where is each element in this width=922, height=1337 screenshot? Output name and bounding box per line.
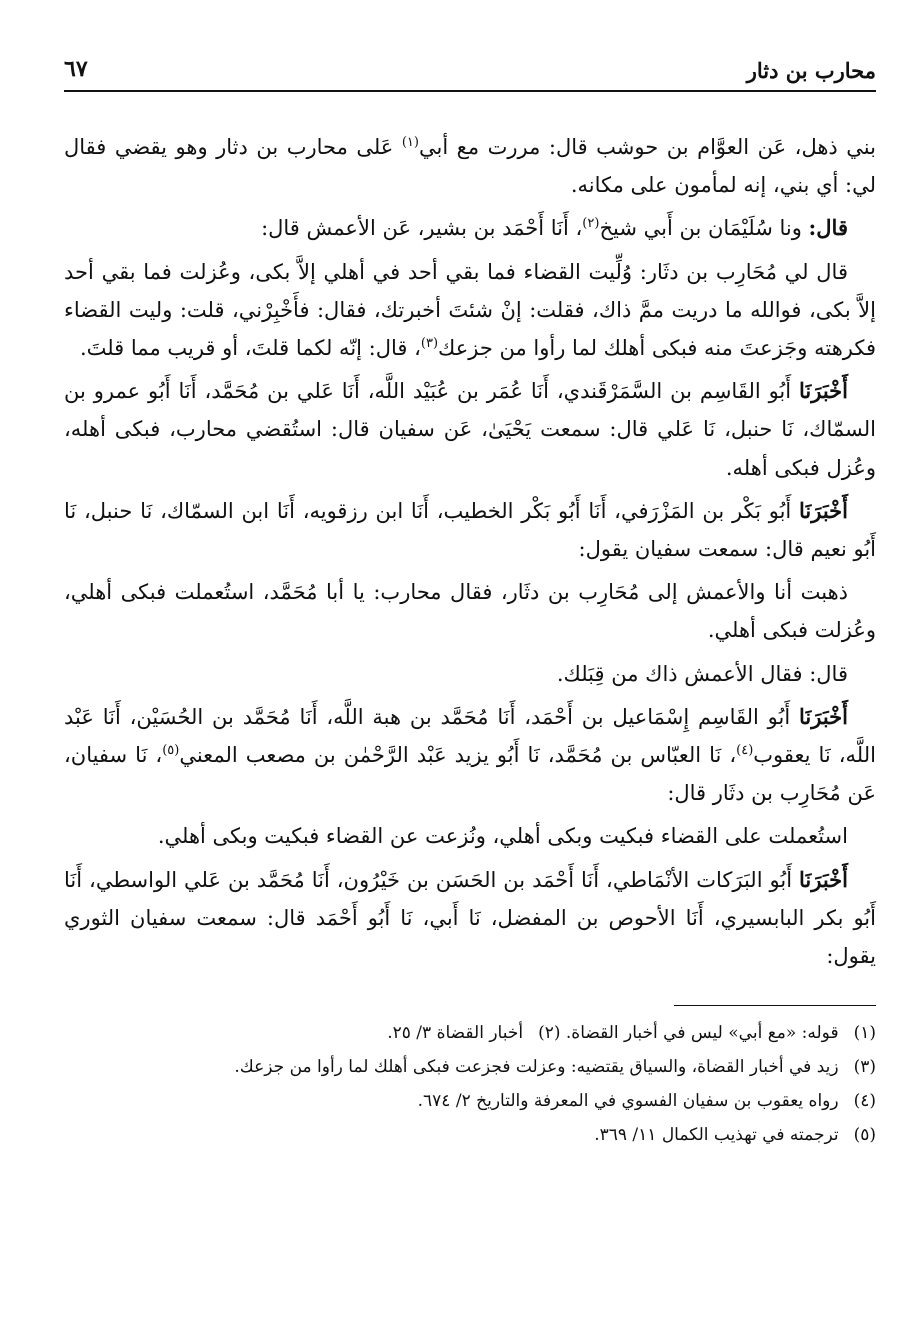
paragraph-text: استُعملت على القضاء فبكيت وبكى أهلي، ونُزعت عن القضاء فبكيت وبكى أهلي.	[157, 824, 848, 849]
book-page	[64, 48, 876, 1288]
paragraph-lead: أَخْبَرَنَا	[799, 497, 848, 523]
footnote-text: أخبار القضاة ٣/ ٢٥.	[387, 1023, 524, 1044]
paragraph-text: عَلى محارب بن دثار وهو يقضي فقال لي: أي بني، إنه لمأمون على مكانه.	[64, 135, 876, 198]
paragraph-lead: قال:	[808, 215, 848, 241]
paragraph	[64, 209, 876, 247]
paragraph	[64, 128, 876, 204]
footnote-item	[387, 1016, 560, 1050]
paragraph-text: ، نَا العبّاس بن مُحَمَّد، نَا أَبُو يزيد عَبْد الرَّحْمٰن بن مصعب المعني	[179, 743, 737, 768]
paragraph-text: أَبُو القَاسِم إِسْمَاعيل بن أَحْمَد، أَنَا مُحَمَّد بن هبة اللَّه، أَنَا مُحَمَّد بن الحُسَيْن، أَنَا عَبْد اللَّه، نَا يعقوب	[64, 704, 876, 768]
paragraph	[64, 861, 876, 976]
footnote-item	[64, 1118, 876, 1152]
footnote-row	[64, 1016, 876, 1050]
main-text	[64, 128, 876, 975]
footnote-number: (٢)	[538, 1023, 561, 1044]
paragraph-lead: أَخْبَرَنَا	[799, 866, 848, 892]
paragraph	[64, 372, 876, 487]
footnote-number: (٤)	[853, 1091, 876, 1112]
paragraph	[64, 655, 876, 693]
paragraph-text: بني ذهل، عَن العوَّام بن حوشب قال: مررت مع أبي	[418, 135, 876, 159]
page-header	[64, 48, 876, 92]
footnote-marker: (٤)	[736, 743, 754, 759]
footnote-number: (٥)	[853, 1125, 876, 1146]
footnote-number: (٣)	[853, 1057, 876, 1078]
footnote-marker: (٢)	[582, 216, 600, 232]
paragraph-text: ذهبت أنا والأعمش إلى مُحَارِب بن دثَار، فقال محارب: يا أبا مُحَمَّد، استُعملت فبكى أهلي، وعُزلت فبكى أهلي.	[64, 580, 876, 643]
paragraph	[64, 573, 876, 649]
footnote-text: ترجمته في تهذيب الكمال ١١/ ٣٦٩.	[594, 1125, 839, 1146]
paragraph-lead: أَخْبَرَنَا	[799, 378, 848, 404]
footnote-marker: (٥)	[162, 743, 180, 759]
paragraph-text: أَبُو بَكْر بن المَزْرَفي، أَنَا أَبُو بَكْر الخطيب، أَنَا ابن رزقويه، أَنَا ابن السمّاك، نَا حنبل، نَا أَبُو نعيم قال: سمعت سفيان يقول:	[64, 498, 876, 562]
paragraph-text: قال لي مُحَارِب بن دثَار: وُلِّيت القضاء فما بقي أحد في أهلي إلاَّ بكى، وعُزلت فما بقي أحد إلاَّ بكى، فوالله ما دريت ممَّ ذاك، فقلت: إنْ شئتَ أخبرتك، فقال: فأَخْبِرْني، قلت: وليت القضاء فكرهته وجَزعتَ منه فبكى أهلك لما رأوا من جزعك	[64, 259, 876, 361]
paragraph	[64, 253, 876, 368]
header-rule	[64, 90, 876, 92]
footnote-number: (١)	[853, 1023, 876, 1044]
paragraph-text: ونا سُلَيْمَان بن أَبي شيخ	[599, 216, 809, 241]
paragraph-text: قال: فقال الأعمش ذاك من قِبَلك.	[556, 661, 848, 686]
paragraph-text: أَبُو البَرَكات الأنْمَاطي، أَنَا أَحْمَد بن الحَسَن بن خَيْرُون، أَنَا مُحَمَّد بن عَلي الواسطي، أَنَا أَبُو بكر البابسيري، أَنَا الأحوص بن المفضل، نَا أَبي، نَا أَبُو أَحْمَد قال: سمعت سفيان الثوري يقول:	[64, 867, 876, 969]
footnote-item	[560, 1023, 876, 1043]
paragraph	[64, 817, 876, 855]
footnote-item	[64, 1084, 876, 1118]
running-title: محارب بن دثار	[746, 58, 876, 83]
paragraph	[64, 698, 876, 813]
paragraph-text: أَبُو القَاسِم بن السَّمَرْقَندي، أَنَا عُمَر بن عُبَيْد اللَّه، أَنَا عَلي بن مُحَمَّد، أَنَا أَبُو عمرو بن السمّاك، نَا حنبل، نَا عَلي قال: سمعت يَحْيَىٰ، عَن سفيان قال: استُقضي محارب، فبكى أهله، وعُزل فبكى أهله.	[64, 379, 876, 480]
footnote-marker: (١)	[401, 135, 419, 150]
footnote-text: قوله: «مع أبي» ليس في أخبار القضاة.	[565, 1023, 839, 1044]
paragraph	[64, 492, 876, 568]
footnotes	[64, 1016, 876, 1152]
paragraph-text: ، قال: إنّه لكما قلتَ، أو قريب مما قلتَ.	[79, 336, 421, 361]
footnote-marker: (٣)	[420, 336, 439, 352]
paragraph-text: ، نَا سفيان، عَن مُحَارِب بن دثَار قال:	[64, 743, 876, 806]
footnote-text: رواه يعقوب بن سفيان الفسوي في المعرفة والتاريخ ٢/ ٦٧٤.	[417, 1091, 839, 1112]
page-number: ٦٧	[64, 56, 88, 82]
paragraph-text: ، أَنَا أَحْمَد بن بشير، عَن الأعمش قال:	[261, 216, 583, 241]
footnote-text: زيد في أخبار القضاة، والسياق يقتضيه: وعزلت فجزعت فبكى أهلك لما رأوا من جزعك.	[234, 1057, 839, 1078]
footnote-item	[64, 1050, 876, 1084]
footnote-separator	[674, 1005, 876, 1006]
paragraph-lead: أَخْبَرَنَا	[799, 703, 848, 729]
